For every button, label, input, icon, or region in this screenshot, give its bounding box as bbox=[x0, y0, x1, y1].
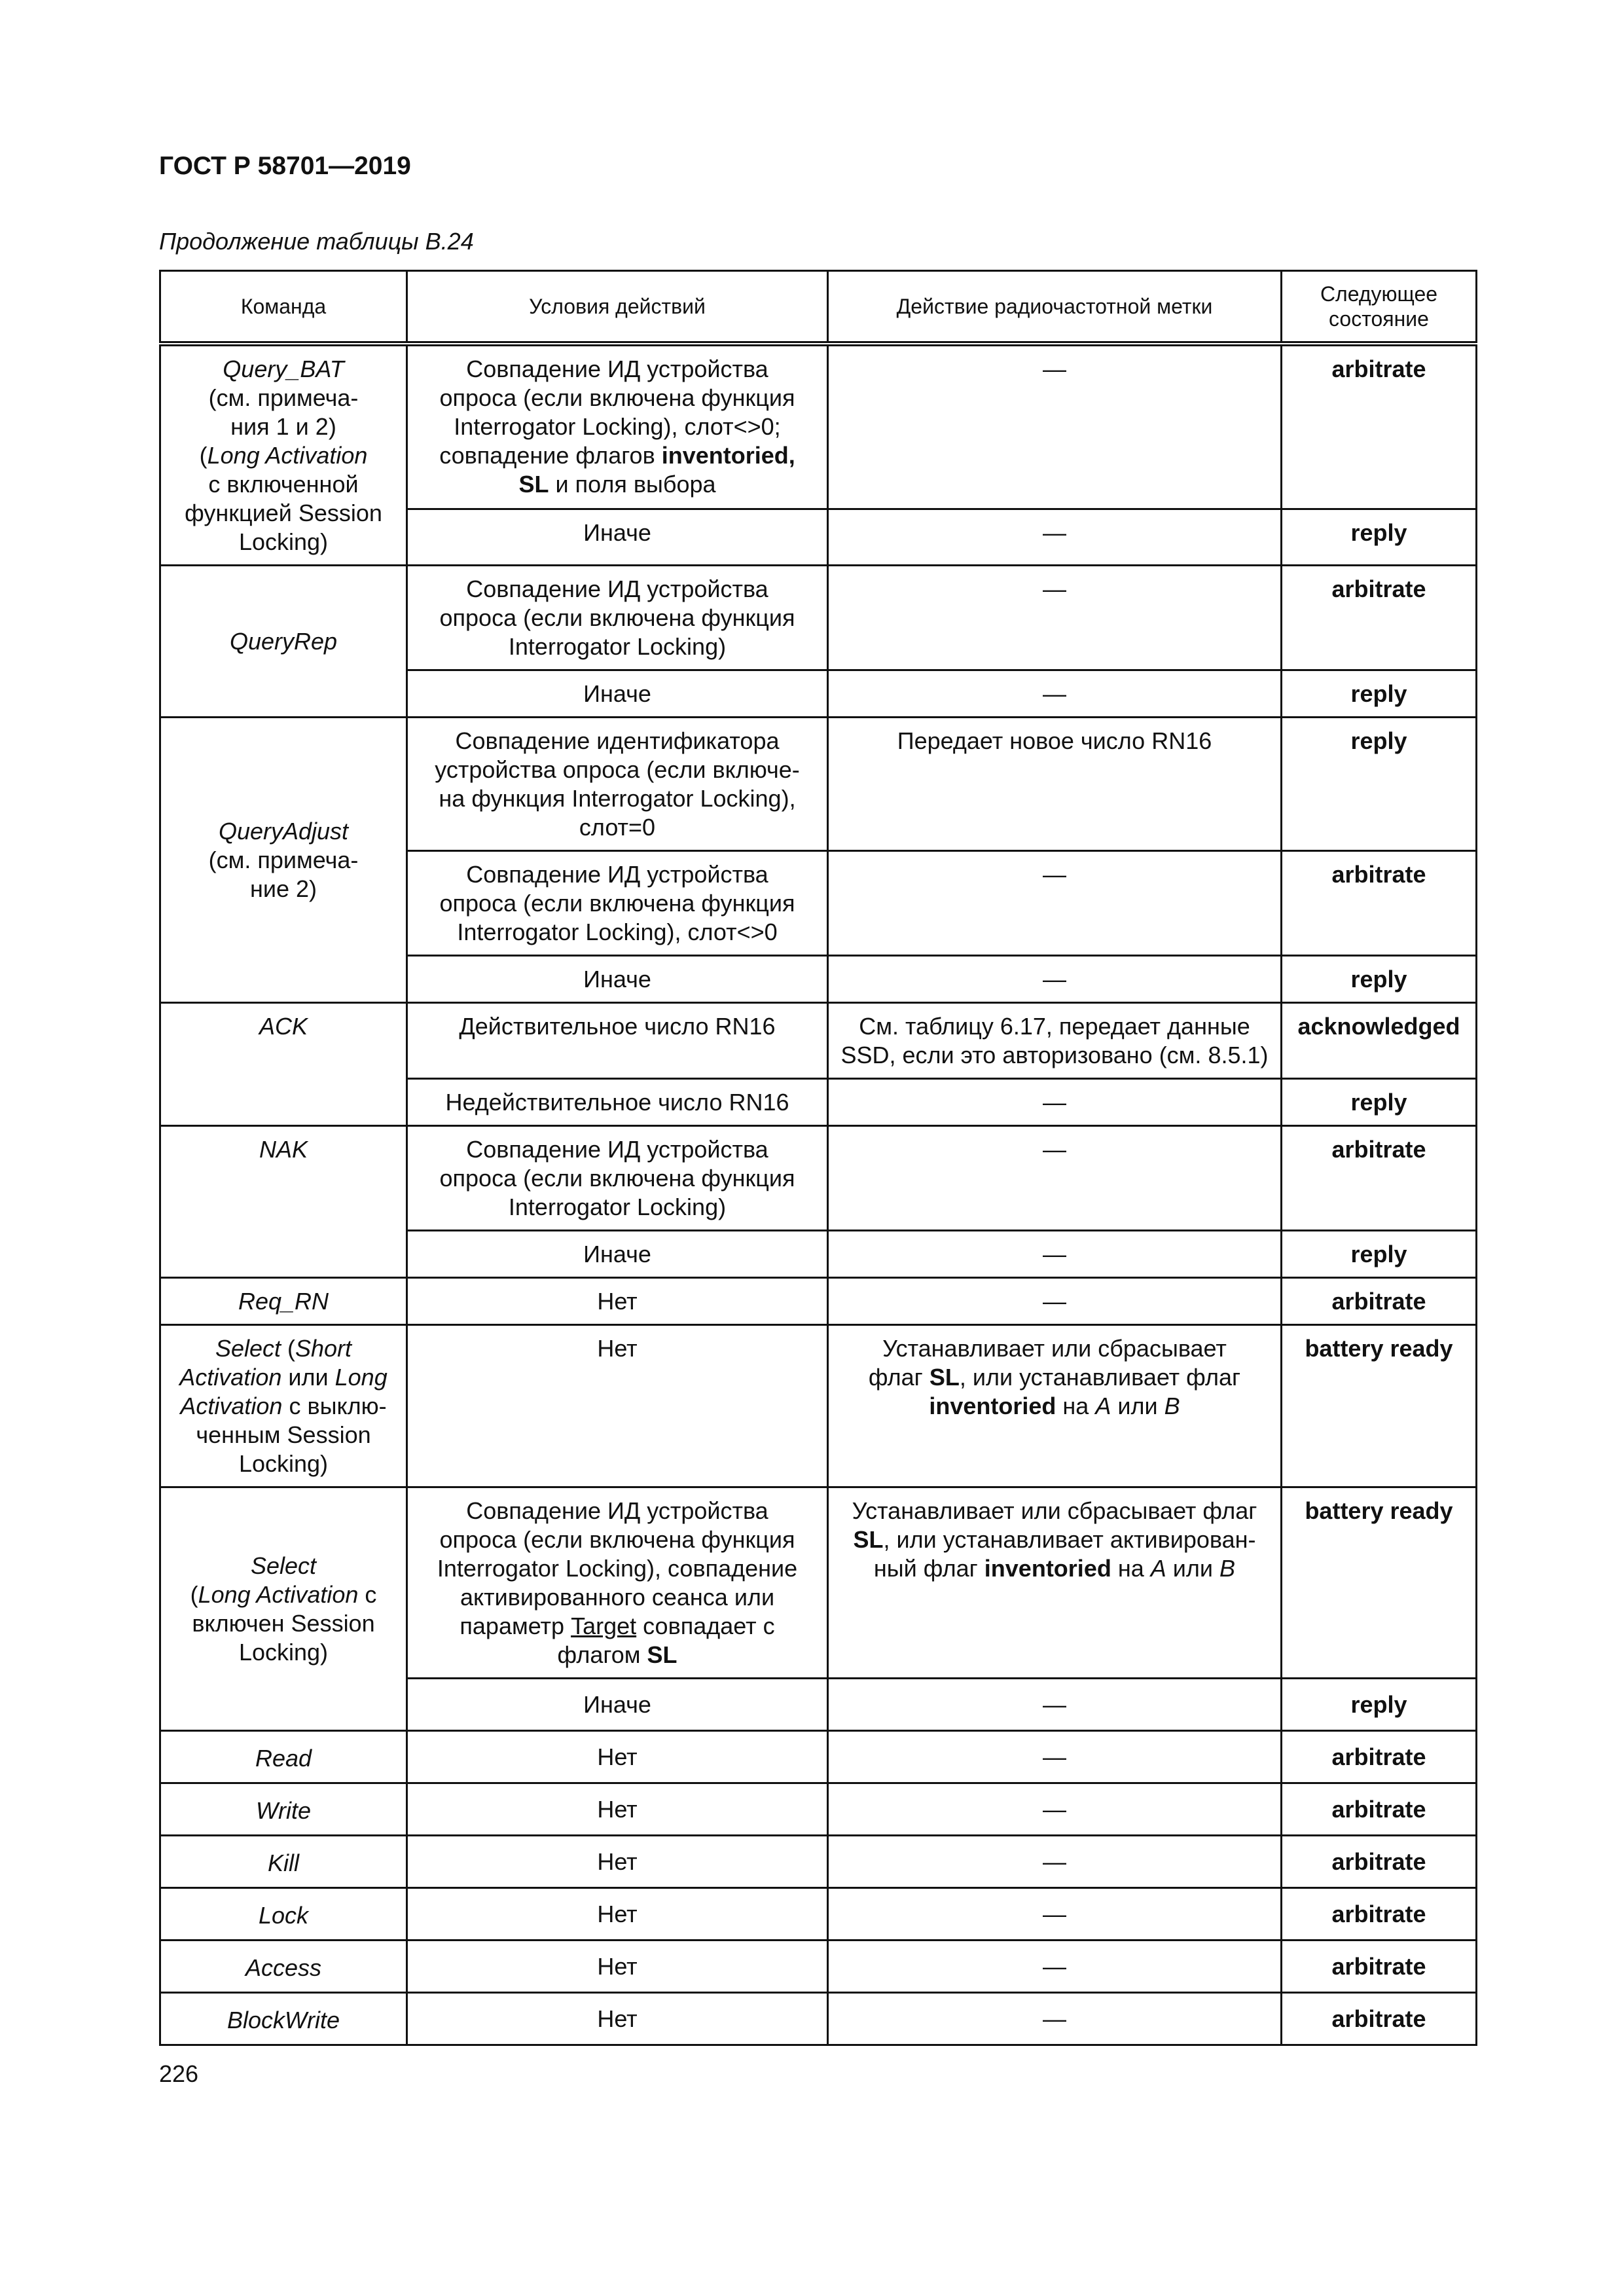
action-cell: — bbox=[828, 851, 1282, 956]
condition-cell: Иначе bbox=[407, 670, 828, 718]
action-cell: — bbox=[828, 1278, 1282, 1325]
condition-cell: Совпадение ИД устройства опроса (если включена функция Interrogator Locking), слот<>0; совпадение флагов inventoried, SL и поля выбора bbox=[407, 344, 828, 509]
next-state-cell: arbitrate bbox=[1282, 1888, 1477, 1941]
next-state-cell: reply bbox=[1282, 509, 1477, 566]
action-cell: — bbox=[828, 1126, 1282, 1231]
condition-cell: Нет bbox=[407, 1993, 828, 2045]
col-header-next-state: Следующее состояние bbox=[1282, 271, 1477, 344]
col-header-conditions: Условия действий bbox=[407, 271, 828, 344]
table-row bbox=[160, 1487, 1477, 1679]
action-cell: — bbox=[828, 1993, 1282, 2045]
table-caption: Продолжение таблицы В.24 bbox=[159, 228, 474, 255]
table-header-row bbox=[160, 271, 1477, 344]
command-cell-ack: ACK bbox=[160, 1003, 407, 1126]
command-cell-queryadjust: QueryAdjust (см. примеча- ние 2) bbox=[160, 718, 407, 1003]
command-cell-blockwrite: BlockWrite bbox=[160, 1993, 407, 2045]
col-header-action: Действие радиочастотной метки bbox=[828, 271, 1282, 344]
condition-cell: Совпадение ИД устройства опроса (если включена функция Interrogator Locking), слот<>0 bbox=[407, 851, 828, 956]
table-row bbox=[160, 1126, 1477, 1231]
command-cell-queryrep: QueryRep bbox=[160, 566, 407, 718]
action-cell: — bbox=[828, 1079, 1282, 1126]
action-cell: — bbox=[828, 1888, 1282, 1941]
page-number: 226 bbox=[159, 2060, 199, 2087]
table-row bbox=[160, 1325, 1477, 1487]
command-cell-access: Access bbox=[160, 1941, 407, 1993]
condition-cell: Нет bbox=[407, 1888, 828, 1941]
command-cell-query-bat: Query_BAT (см. примеча- ния 1 и 2) (Long Activation с включенной функцией Session Locking) bbox=[160, 344, 407, 566]
next-state-cell: arbitrate bbox=[1282, 851, 1477, 956]
table-row bbox=[160, 1003, 1477, 1079]
command-cell-select-long: Select (Long Activation с включен Session Locking) bbox=[160, 1487, 407, 1731]
condition-cell: Нет bbox=[407, 1325, 828, 1487]
next-state-cell: arbitrate bbox=[1282, 1941, 1477, 1993]
next-state-cell: reply bbox=[1282, 718, 1477, 851]
action-cell: — bbox=[828, 1783, 1282, 1836]
next-state-cell: arbitrate bbox=[1282, 1278, 1477, 1325]
table-row bbox=[160, 344, 1477, 509]
table-row bbox=[160, 1278, 1477, 1325]
condition-cell: Действительное число RN16 bbox=[407, 1003, 828, 1079]
action-cell: Устанавливает или сбрасывает флаг SL, или устанавливает активирован- ный флаг inventoried на A или B bbox=[828, 1487, 1282, 1679]
condition-cell: Совпадение ИД устройства опроса (если включена функция Interrogator Locking), совпадение активированного сеанса или параметр Target совпадает с флагом SL bbox=[407, 1487, 828, 1679]
condition-cell: Иначе bbox=[407, 509, 828, 566]
table-row bbox=[160, 1836, 1477, 1888]
condition-cell: Недействительное число RN16 bbox=[407, 1079, 828, 1126]
next-state-cell: reply bbox=[1282, 1231, 1477, 1278]
action-cell: — bbox=[828, 566, 1282, 670]
table-row bbox=[160, 566, 1477, 670]
next-state-cell: arbitrate bbox=[1282, 566, 1477, 670]
command-cell-select-short: Select (Short Activation или Long Activation с выклю- ченным Session Locking) bbox=[160, 1325, 407, 1487]
action-cell: — bbox=[828, 1731, 1282, 1783]
command-cell-read: Read bbox=[160, 1731, 407, 1783]
action-cell: — bbox=[828, 509, 1282, 566]
table-row bbox=[160, 1888, 1477, 1941]
action-cell: — bbox=[828, 1231, 1282, 1278]
col-header-command: Команда bbox=[160, 271, 407, 344]
condition-cell: Совпадение ИД устройства опроса (если включена функция Interrogator Locking) bbox=[407, 1126, 828, 1231]
next-state-cell: arbitrate bbox=[1282, 1993, 1477, 2045]
next-state-cell: acknowledged bbox=[1282, 1003, 1477, 1079]
next-state-cell: arbitrate bbox=[1282, 1126, 1477, 1231]
condition-cell: Нет bbox=[407, 1278, 828, 1325]
command-cell-lock: Lock bbox=[160, 1888, 407, 1941]
action-cell: — bbox=[828, 1836, 1282, 1888]
command-cell-write: Write bbox=[160, 1783, 407, 1836]
table-row bbox=[160, 1783, 1477, 1836]
commands-table bbox=[159, 270, 1477, 2046]
action-cell: Передает новое число RN16 bbox=[828, 718, 1282, 851]
next-state-cell: reply bbox=[1282, 1079, 1477, 1126]
command-cell-nak: NAK bbox=[160, 1126, 407, 1278]
condition-cell: Совпадение ИД устройства опроса (если включена функция Interrogator Locking) bbox=[407, 566, 828, 670]
next-state-cell: battery ready bbox=[1282, 1325, 1477, 1487]
next-state-cell: reply bbox=[1282, 1679, 1477, 1731]
next-state-cell: arbitrate bbox=[1282, 344, 1477, 509]
next-state-cell: arbitrate bbox=[1282, 1731, 1477, 1783]
condition-cell: Иначе bbox=[407, 1231, 828, 1278]
next-state-cell: arbitrate bbox=[1282, 1836, 1477, 1888]
next-state-cell: arbitrate bbox=[1282, 1783, 1477, 1836]
table-row bbox=[160, 1993, 1477, 2045]
next-state-cell: reply bbox=[1282, 670, 1477, 718]
command-cell-req-rn: Req_RN bbox=[160, 1278, 407, 1325]
action-cell: — bbox=[828, 670, 1282, 718]
condition-cell: Иначе bbox=[407, 956, 828, 1003]
condition-cell: Нет bbox=[407, 1836, 828, 1888]
condition-cell: Совпадение идентификатора устройства опроса (если включе- на функция Interrogator Locking), слот=0 bbox=[407, 718, 828, 851]
condition-cell: Нет bbox=[407, 1783, 828, 1836]
condition-cell: Нет bbox=[407, 1941, 828, 1993]
action-cell: — bbox=[828, 1679, 1282, 1731]
action-cell: — bbox=[828, 1941, 1282, 1993]
action-cell: Устанавливает или сбрасывает флаг SL, или устанавливает флаг inventoried на A или B bbox=[828, 1325, 1282, 1487]
action-cell: — bbox=[828, 956, 1282, 1003]
table-row bbox=[160, 1941, 1477, 1993]
command-cell-kill: Kill bbox=[160, 1836, 407, 1888]
table-row bbox=[160, 718, 1477, 851]
action-cell: См. таблицу 6.17, передает данные SSD, если это авторизовано (см. 8.5.1) bbox=[828, 1003, 1282, 1079]
condition-cell: Нет bbox=[407, 1731, 828, 1783]
condition-cell: Иначе bbox=[407, 1679, 828, 1731]
next-state-cell: battery ready bbox=[1282, 1487, 1477, 1679]
next-state-cell: reply bbox=[1282, 956, 1477, 1003]
document-title: ГОСТ Р 58701—2019 bbox=[159, 152, 411, 180]
table-row bbox=[160, 1731, 1477, 1783]
action-cell: — bbox=[828, 344, 1282, 509]
